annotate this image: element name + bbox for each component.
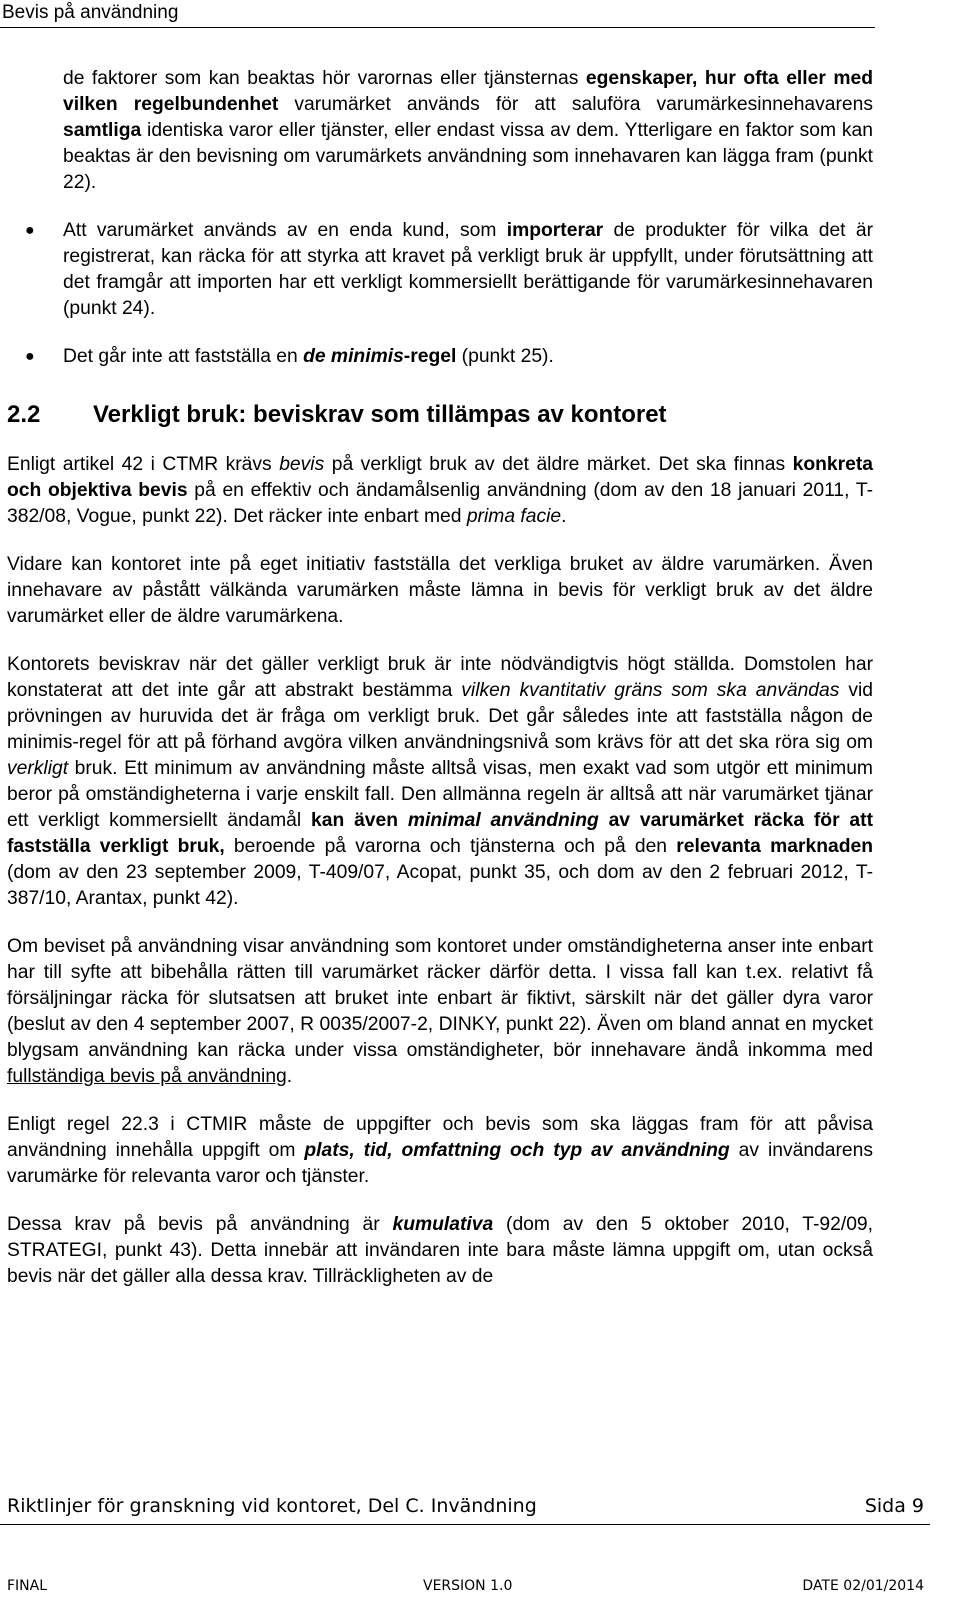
bullet-item-de-minimis: ● Det går inte att fastställa en de minimis-regel (punkt 25). (63, 344, 873, 370)
footer-date: DATE 02/01/2014 (802, 1578, 924, 1594)
paragraph-proof: Om beviset på användning visar användning som kontoret under omständigheterna anser inte enbart har till syfte att bibehålla rätten till varumärket räcker därför detta. I vissa fall kan t.ex. relativt få försäljningar räcka för slutsatsen att bruket inte enbart är fiktivt, särskilt när det gäller dyra varor (beslut av den 4 september 2007, R 0035/2007-2, DINKY, punkt 22). Även om bland annat en mycket blygsam användning kan räcka under vissa omständigheter, bör innehavare ändå inkomma med fullständiga bevis på användning. (7, 936, 873, 1087)
paragraph-factors: de faktorer som kan beaktas hör varornas eller tjänsternas egenskaper, hur ofta eller med vilken regelbundenhet varumärket används för att saluföra varumärkesinnehavarens samtliga identiska varor eller tjänster, eller endast vissa av dem. Ytterligare en faktor som kan beaktas är den bevisning om varumärkets användning som innehavaren kan lägga fram (punkt 22). (63, 68, 874, 193)
paragraph-requirements: Kontorets beviskrav när det gäller verkligt bruk är inte nödvändigtvis högt ställda. Domstolen har konstaterat att det inte går att abstrakt bestämma vilken kvantitativ gräns som ska användas vid prövningen av huruvida det är fråga om verkligt bruk. Det går således inte att fastställa någon de minimis-regel för att på förhand avgöra vilken användningsnivå som krävs för att det ska röra sig om verkligt bruk. Ett minimum av användning måste alltså visas, men exakt vad som utgör ett minimum beror på omständigheterna i varje enskilt fall. Den allmänna regeln är alltså att när varumärket tjänar ett verkligt kommersiellt ändamål kan även minimal användning av varumärket räcka för att fastställa verkligt bruk, beroende på varorna och tjänsterna och på den relevanta marknaden (dom av den 23 september 2009, T-409/07, Acopat, punkt 35, och dom av den 2 februari 2012, T-387/10, Arantax, punkt 42). (7, 654, 873, 909)
bullet-item-importer: ● Att varumärket används av en enda kund, som importerar de produkter för vilka det är registrerat, kan räcka för att styrka att kravet på verkligt bruk är uppfyllt, under förutsättning att det framgår att importen har ett verkligt kommersiellt berättigande för varumärkesinnehavaren (punkt 24). (25, 220, 873, 319)
paragraph-evidence: Enligt artikel 42 i CTMR krävs bevis på verkligt bruk av det äldre märket. Det ska finnas konkreta och objektiva bevis på en effektiv och ändamålsenlig användning (dom av den 18 januari 2011, T-382/08, Vogue, punkt 22). Det räcker inte enbart med prima facie. (7, 454, 873, 527)
bold-text: samtliga (63, 120, 142, 141)
underlined-text: fullständiga bevis på användning (7, 1066, 287, 1087)
page-header (0, 0, 875, 28)
footer-status: FINAL (7, 1578, 48, 1594)
section-title: Verkligt bruk: beviskrav som tillämpas av kontoret (93, 401, 667, 428)
footer-page-number: Sida 9 (864, 1495, 924, 1517)
bold-text: -regel (403, 346, 457, 367)
bold-text: importerar (506, 220, 604, 241)
header-title: Bevis på användning (2, 2, 179, 23)
section-heading (7, 400, 873, 430)
bold-italic-text: de minimis (303, 346, 404, 367)
document-body (7, 66, 873, 1290)
section-number: 2.2 (7, 401, 41, 428)
bullet-icon: ● (25, 348, 35, 365)
bullet-icon: ● (25, 222, 35, 239)
paragraph-cumulative: Dessa krav på bevis på användning är kumulativa (dom av den 5 oktober 2010, T-92/09, STRATEGI, punkt 43). Detta innebär att invändaren inte bara måste lämna uppgift om, utan också bevis när det gäller alla dessa krav. Tillräckligheten av de (7, 1214, 873, 1287)
footer-document-title: Riktlinjer för granskning vid kontoret, Del C. Invändning (7, 1495, 537, 1517)
footer-version: VERSION 1.0 (423, 1578, 513, 1594)
paragraph-initiative: Vidare kan kontoret inte på eget initiativ fastställa det verkliga bruket av äldre varumärken. Även innehavare av påstått välkända varumärken måste lämna in bevis för verkligt bruk av det äldre varumärket eller de äldre varumärkena. (7, 554, 873, 627)
footer-divider (0, 1524, 930, 1525)
paragraph-rule: Enligt regel 22.3 i CTMIR måste de uppgifter och bevis som ska läggas fram för att påvisa användning innehålla uppgift om plats, tid, omfattning och typ av användning av invändarens varumärke för relevanta varor och tjänster. (7, 1114, 873, 1187)
bold-text: egenskaper, hur ofta eller med vilken regelbundenhet (63, 68, 873, 115)
bold-text: konkreta och objektiva bevis (7, 454, 873, 501)
